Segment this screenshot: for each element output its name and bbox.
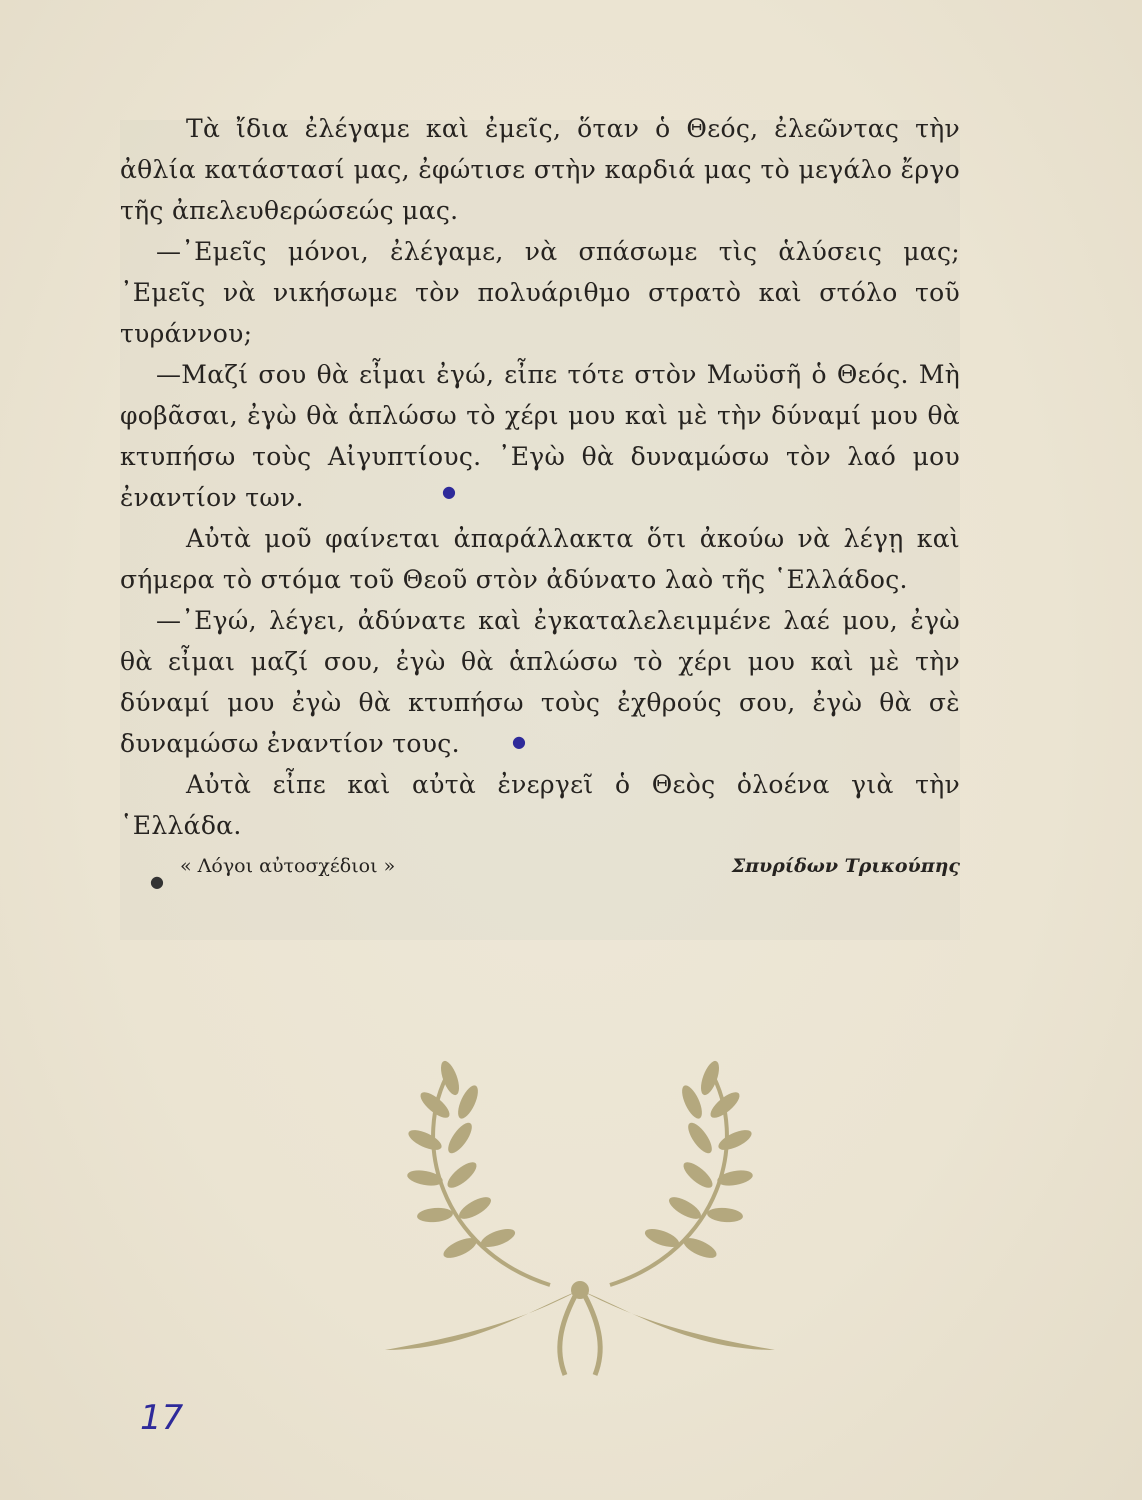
paragraph-2: —᾿Εμεῖς μόνοι, ἐλέγαμε, νὰ σπάσωμε τὶς ἁλύσεις μας; ᾿Εμεῖς νὰ νικήσωμε τὸν πολυάριθμο στρατὸ καὶ στόλο τοῦ τυράννου; (120, 237, 960, 348)
author-name: Σπυρίδων Τρικούπης (731, 855, 960, 877)
pen-mark: ● (442, 482, 456, 501)
pen-mark: ● (512, 732, 526, 751)
attribution-line (180, 855, 960, 877)
paragraph-3: —Μαζί σου θὰ εἶμαι ἐγώ, εἶπε τότε στὸν Μωϋσῆ ὁ Θεός. Μὴ φοβᾶσαι, ἐγὼ θὰ ἁπλώσω τὸ χέρι μου καὶ μὲ τὴν δύναμί μου θὰ κτυπήσω τοὺς Αἰγυπτίους. ᾿Εγὼ θὰ δυναμώσω τὸν λαό μου ἐναντίον των. (120, 360, 960, 512)
source-title: « Λόγοι αὐτοσχέδιοι » (180, 855, 396, 877)
paragraph-6: Αὐτὰ εἶπε καὶ αὐτὰ ἐνεργεῖ ὁ Θεὸς ὁλοένα γιὰ τὴν ῾Ελλάδα. (120, 770, 960, 840)
laurel-wreath-icon (380, 1050, 780, 1380)
paragraph-1: Τὰ ἴδια ἐλέγαμε καὶ ἐμεῖς, ὅταν ὁ Θεός, ἐλεῶντας τὴν ἀθλία κατάστασί μας, ἐφώτισε στὴν καρδιά μας τὸ μεγάλο ἔργο τῆς ἀπελευθερώσεώς μας. (120, 114, 960, 225)
page-number: 17 (140, 1398, 184, 1438)
ink-dot: ● (150, 872, 164, 891)
paragraph-5: —᾿Εγώ, λέγει, ἀδύνατε καὶ ἐγκαταλελειμμένε λαέ μου, ἐγὼ θὰ εἶμαι μαζί σου, ἐγὼ θὰ ἁπλώσω τὸ χέρι μου καὶ μὲ τὴν δύναμί μου ἐγὼ θὰ κτυπήσω τοὺς ἐχθρούς σου, ἐγὼ θὰ σὲ δυναμώσω ἐναντίον τους. (120, 606, 960, 758)
paragraph-4: Αὐτὰ μοῦ φαίνεται ἀπαράλλακτα ὅτι ἀκούω νὰ λέγῃ καὶ σήμερα τὸ στόμα τοῦ Θεοῦ στὸν ἀδύνατο λαὸ τῆς ῾Ελλάδος. (120, 524, 960, 594)
body-text (120, 108, 960, 846)
